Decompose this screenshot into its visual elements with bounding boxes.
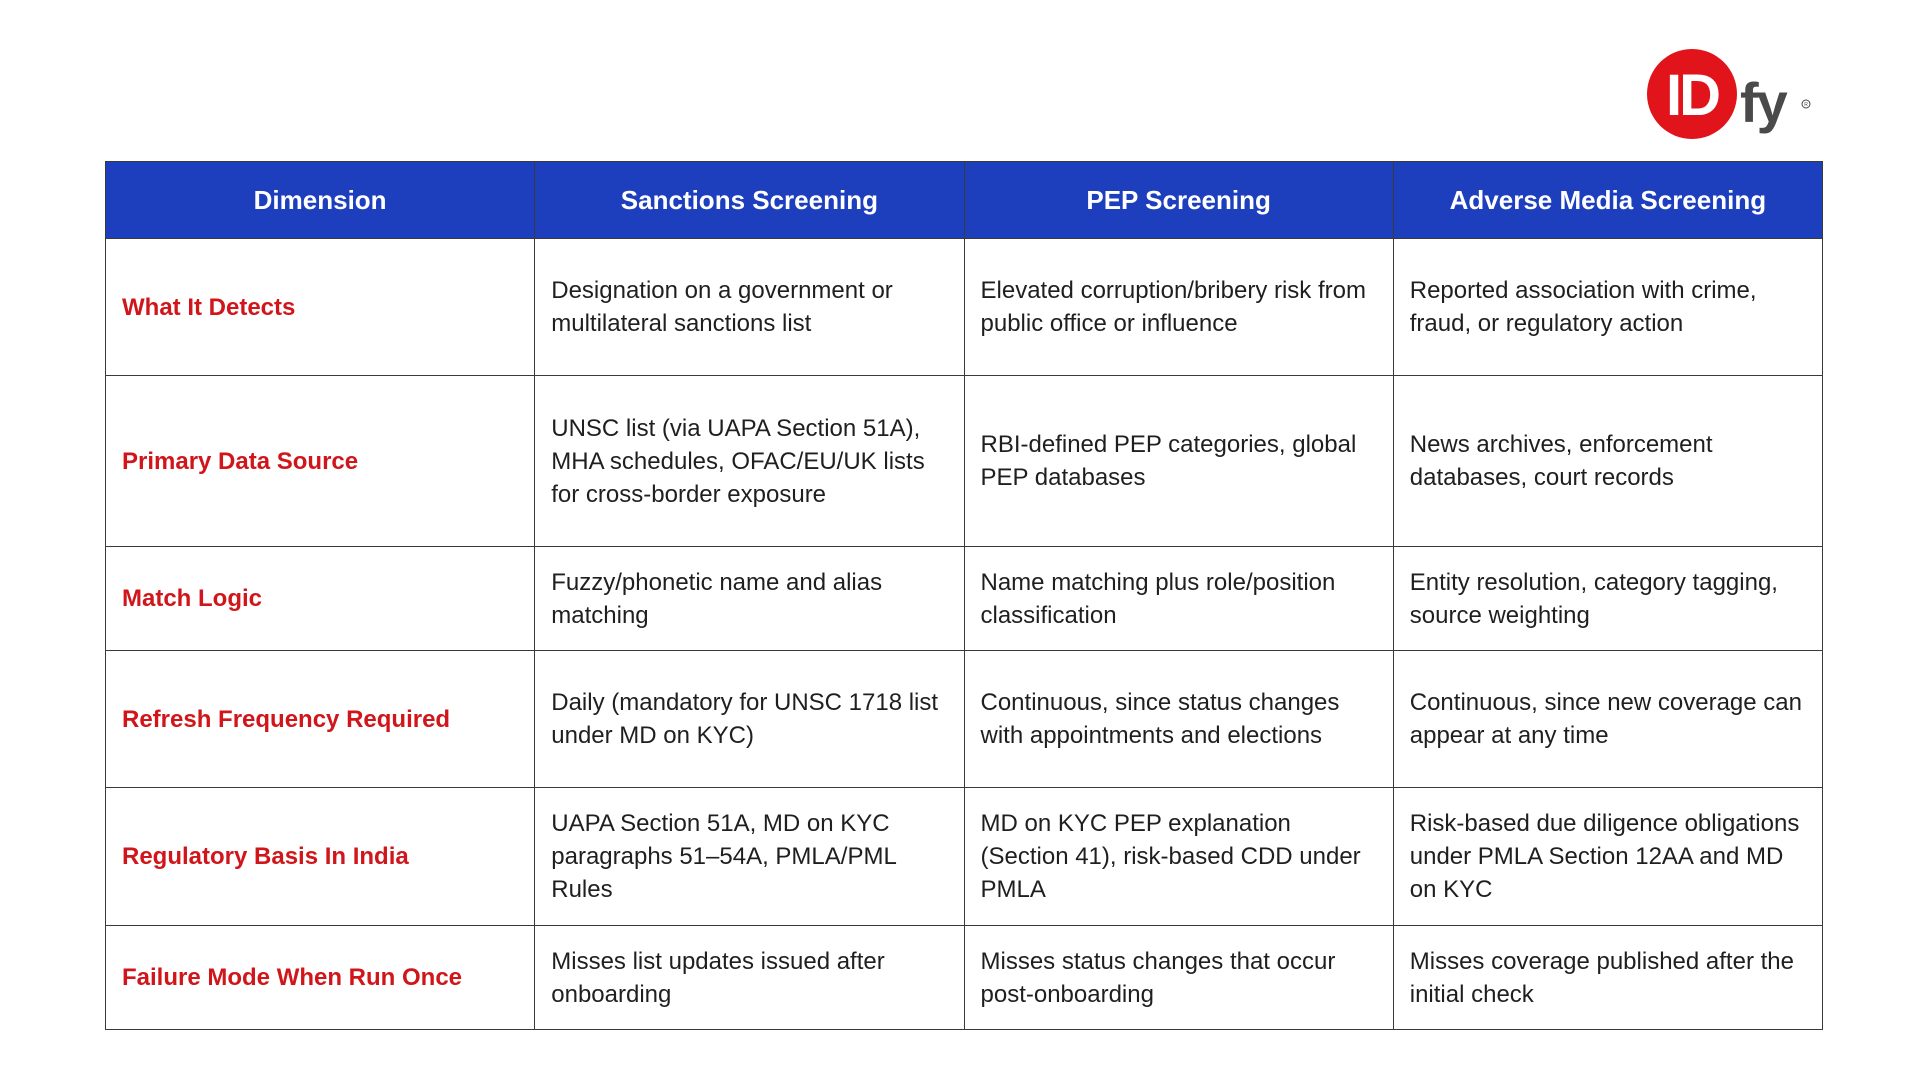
adverse-media-cell: Continuous, since new coverage can appear at any time (1393, 651, 1822, 788)
row-dimension: Match Logic (106, 547, 535, 651)
pep-cell: MD on KYC PEP explanation (Section 41), risk-based CDD under PMLA (964, 788, 1393, 926)
adverse-media-cell: Reported association with crime, fraud, or regulatory action (1393, 239, 1822, 376)
sanctions-cell: UNSC list (via UAPA Section 51A), MHA schedules, OFAC/EU/UK lists for cross-border exposure (535, 376, 964, 547)
table-row (106, 651, 1823, 788)
table-row (106, 239, 1823, 376)
header-adverse-media-screening: Adverse Media Screening (1393, 162, 1822, 239)
idfy-logo (1640, 44, 1820, 154)
pep-cell: RBI-defined PEP categories, global PEP databases (964, 376, 1393, 547)
svg-text:R: R (1804, 102, 1808, 108)
adverse-media-cell: Entity resolution, category tagging, source weighting (1393, 547, 1822, 651)
header-pep-screening: PEP Screening (964, 162, 1393, 239)
adverse-media-cell: News archives, enforcement databases, court records (1393, 376, 1822, 547)
row-dimension: Primary Data Source (106, 376, 535, 547)
table-header-row (106, 162, 1823, 239)
row-dimension: What It Detects (106, 239, 535, 376)
adverse-media-cell: Misses coverage published after the initial check (1393, 926, 1822, 1030)
table-row (106, 926, 1823, 1030)
pep-cell: Continuous, since status changes with appointments and elections (964, 651, 1393, 788)
row-dimension: Failure Mode When Run Once (106, 926, 535, 1030)
header-dimension: Dimension (106, 162, 535, 239)
pep-cell: Misses status changes that occur post-onboarding (964, 926, 1393, 1030)
table-row (106, 376, 1823, 547)
sanctions-cell: Daily (mandatory for UNSC 1718 list under MD on KYC) (535, 651, 964, 788)
table-row (106, 547, 1823, 651)
pep-cell: Elevated corruption/bribery risk from public office or influence (964, 239, 1393, 376)
svg-text:fy: fy (1740, 71, 1786, 134)
row-dimension: Refresh Frequency Required (106, 651, 535, 788)
screening-comparison-table (105, 161, 1823, 1030)
sanctions-cell: Fuzzy/phonetic name and alias matching (535, 547, 964, 651)
sanctions-cell: UAPA Section 51A, MD on KYC paragraphs 51–54A, PMLA/PML Rules (535, 788, 964, 926)
sanctions-cell: Designation on a government or multilateral sanctions list (535, 239, 964, 376)
adverse-media-cell: Risk-based due diligence obligations under PMLA Section 12AA and MD on KYC (1393, 788, 1822, 926)
table-row (106, 788, 1823, 926)
pep-cell: Name matching plus role/position classification (964, 547, 1393, 651)
svg-text:ID: ID (1666, 63, 1718, 128)
row-dimension: Regulatory Basis In India (106, 788, 535, 926)
comparison-table-container (105, 161, 1823, 1030)
sanctions-cell: Misses list updates issued after onboarding (535, 926, 964, 1030)
header-sanctions-screening: Sanctions Screening (535, 162, 964, 239)
